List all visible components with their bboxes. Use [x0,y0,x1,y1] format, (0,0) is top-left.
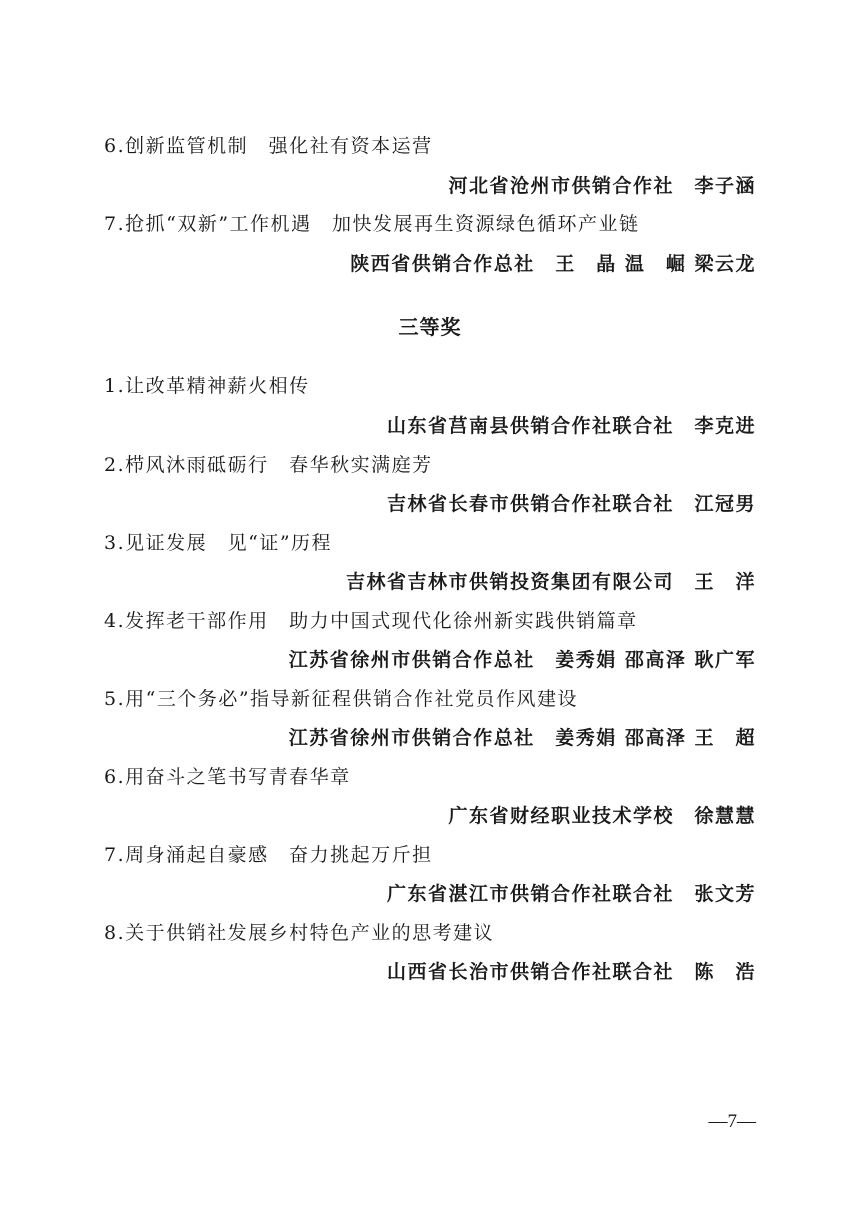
entry-title: 6.创新监管机制 强化社有资本运营 [104,135,433,157]
entry-title: 8.关于供销社发展乡村特色产业的思考建议 [104,922,495,944]
entry-title: 5.用“三个务必”指导新征程供销合作社党员作风建设 [104,688,579,710]
entry-title: 3.见证发展 见“证”历程 [104,532,333,554]
entry-title: 7.周身涌起自豪感 奋力挑起万斤担 [104,844,433,866]
entry-author: 广东省财经职业技术学校 徐慧慧 [448,805,756,827]
entry-author: 山东省莒南县供销合作社联合社 李克进 [386,415,756,437]
entry-title: 2.栉风沐雨砥砺行 春华秋实满庭芳 [104,454,433,476]
entry-author: 陕西省供销合作总社 王 晶 温 崛 梁云龙 [350,253,756,275]
entry-author: 吉林省长春市供销合作社联合社 江冠男 [386,493,756,515]
entry-title: 7.抢抓“双新”工作机遇 加快发展再生资源绿色循环产业链 [104,213,640,235]
entry-author: 山西省长治市供销合作社联合社 陈 浩 [386,961,756,983]
entry-author: 河北省沧州市供销合作社 李子涵 [448,175,756,197]
page-number: —7— [708,1111,756,1132]
section-heading-third-prize: 三等奖 [398,315,462,339]
entry-author: 江苏省徐州市供销合作总社 姜秀娟 邵高泽 王 超 [288,727,756,749]
entry-title: 1.让改革精神薪火相传 [104,375,310,397]
entry-title: 6.用奋斗之笔书写青春华章 [104,766,351,788]
entry-title: 4.发挥老干部作用 助力中国式现代化徐州新实践供销篇章 [104,610,638,632]
entry-author: 广东省湛江市供销合作社联合社 张文芳 [386,883,756,905]
entry-author: 吉林省吉林市供销投资集团有限公司 王 洋 [345,571,756,593]
entry-author: 江苏省徐州市供销合作总社 姜秀娟 邵高泽 耿广军 [288,649,756,671]
